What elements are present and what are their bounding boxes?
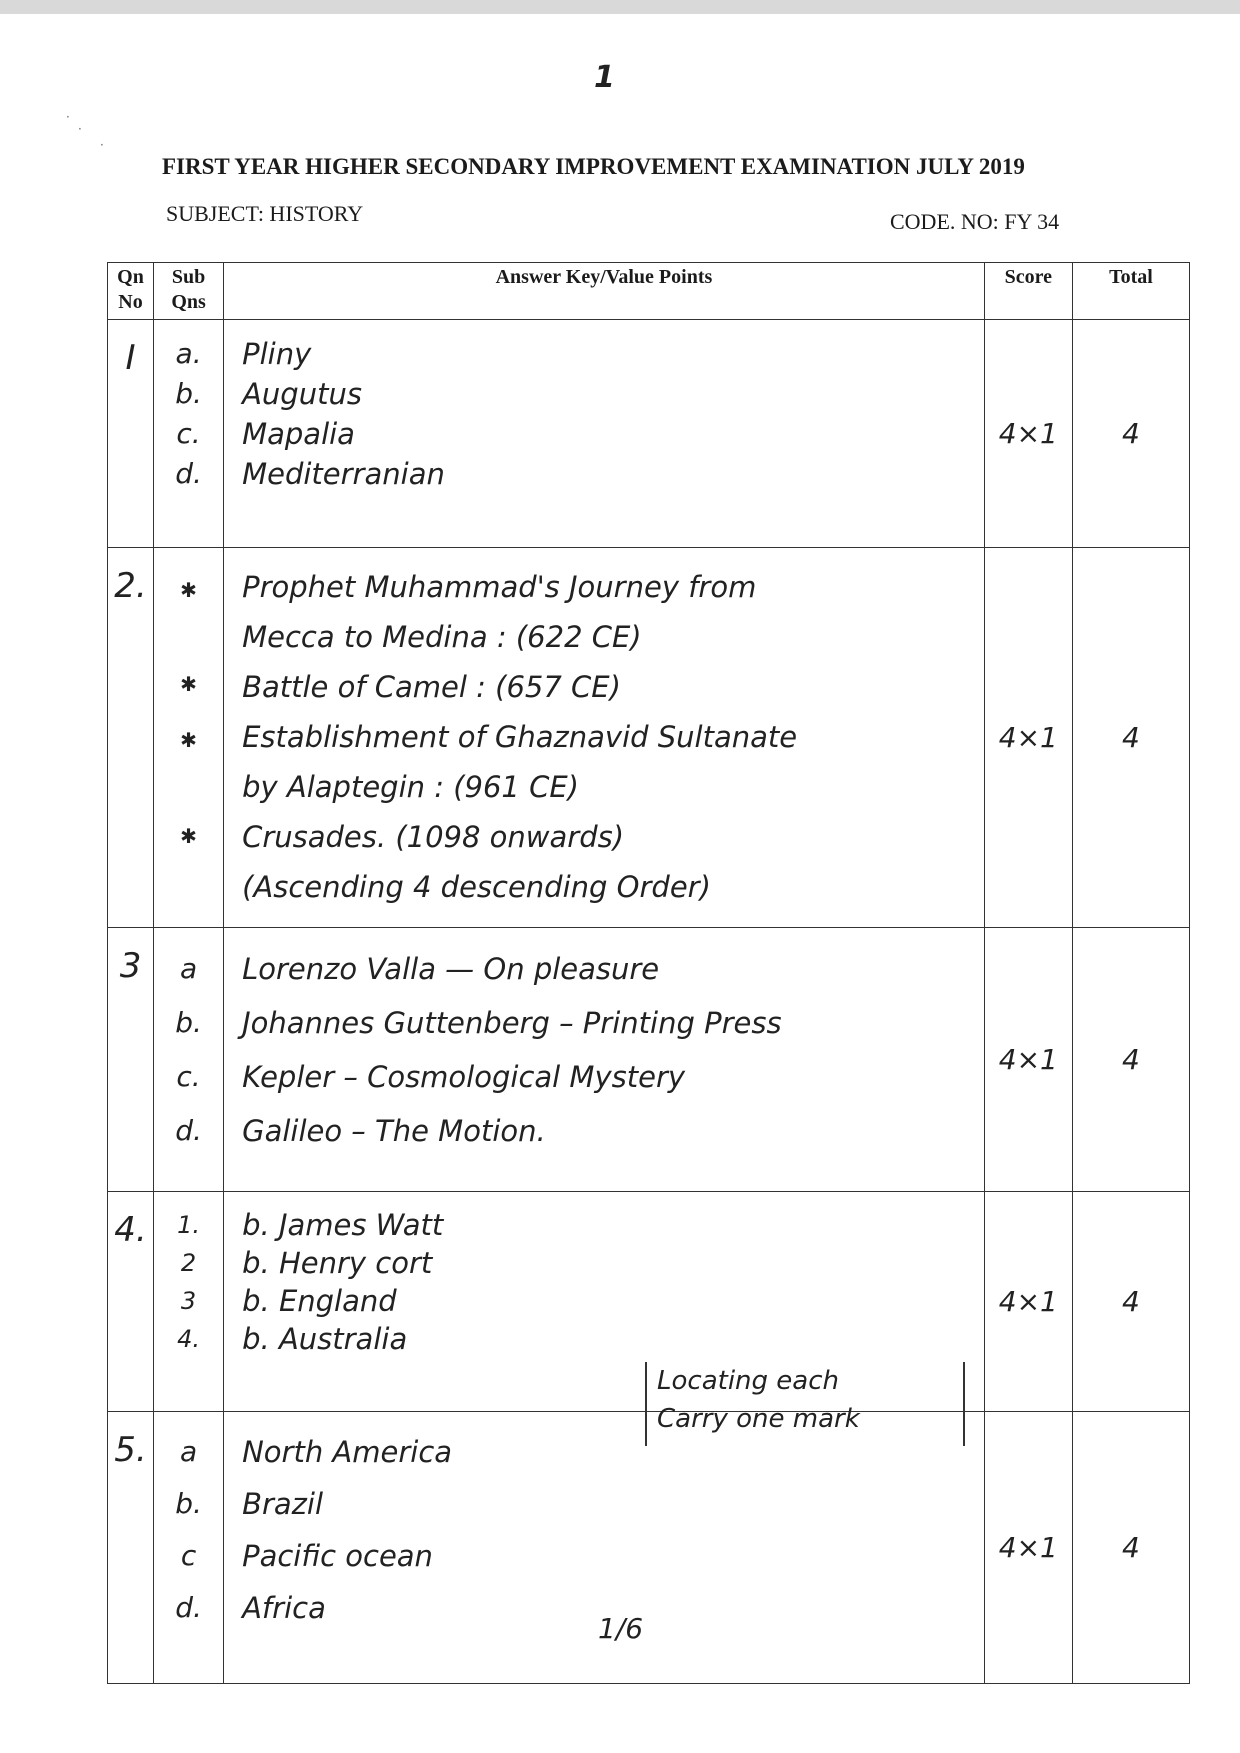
table-header-row (108, 263, 1190, 320)
total-cell: 4 (1072, 1412, 1189, 1684)
sub-questions (154, 1192, 224, 1412)
answer-cell (224, 320, 985, 548)
header-score: Score (984, 263, 1072, 320)
score-cell: 4×1 (984, 928, 1072, 1192)
sub-questions (154, 320, 224, 548)
note-line: Carry one mark (657, 1404, 860, 1434)
answer-line: Mecca to Medina : (622 CE) (242, 620, 642, 654)
answer-line: b. James Watt (242, 1208, 444, 1242)
page-number: 1/6 (598, 1612, 644, 1645)
answer-line: Mapalia (242, 417, 355, 451)
header-sub-qns: Sub Qns (154, 263, 224, 320)
sub-label: c (180, 1539, 197, 1572)
answer-cell (224, 548, 985, 928)
answer-line: Battle of Camel : (657 CE) (242, 670, 621, 704)
answer-key-table (107, 262, 1190, 1684)
sub-label: a (179, 1435, 198, 1468)
answer-line: Pliny (242, 337, 312, 371)
code-number: CODE. NO: FY 34 (890, 209, 1060, 234)
sub-questions (154, 928, 224, 1192)
answer-cell (224, 928, 985, 1192)
header-answer-key: Answer Key/Value Points (224, 263, 985, 320)
header-total: Total (1072, 263, 1189, 320)
question-number: 2. (108, 548, 154, 928)
table-row (108, 1412, 1190, 1684)
scan-speck: · (78, 122, 82, 136)
sub-label: c. (176, 1060, 201, 1093)
question-number: 4. (108, 1192, 154, 1412)
bullet-icon: ✱ (180, 578, 197, 602)
total-cell: 4 (1072, 548, 1189, 928)
score-cell: 4×1 (984, 320, 1072, 548)
marking-note (645, 1362, 965, 1446)
total-cell: 4 (1072, 320, 1189, 548)
sub-questions (154, 548, 224, 928)
answer-line: Galileo – The Motion. (242, 1114, 546, 1148)
score-cell: 4×1 (984, 1412, 1072, 1684)
sub-label: 1. (177, 1211, 201, 1239)
answer-line: Establishment of Ghaznavid Sultanate (242, 720, 798, 754)
question-number: 3 (108, 928, 154, 1192)
sub-label: d. (175, 1591, 202, 1624)
answer-line: Augutus (242, 377, 362, 411)
sub-questions (154, 1412, 224, 1684)
table-row (108, 928, 1190, 1192)
header-qn-no: Qn No (108, 263, 154, 320)
sub-label: 3 (180, 1287, 197, 1315)
table-row (108, 320, 1190, 548)
subject-label: SUBJECT: HISTORY (166, 201, 364, 226)
answer-line: b. Henry cort (242, 1246, 433, 1280)
sub-label: c. (176, 417, 201, 450)
bullet-icon: ✱ (180, 728, 197, 752)
sub-label: d. (175, 457, 202, 490)
answer-line: Brazil (242, 1487, 324, 1521)
answer-line: Crusades. (1098 onwards) (242, 820, 625, 854)
sub-label: d. (175, 1114, 202, 1147)
sub-label: 4. (177, 1325, 201, 1353)
question-number: 5. (108, 1412, 154, 1684)
total-cell: 4 (1072, 928, 1189, 1192)
sub-label: 2 (180, 1249, 197, 1277)
sub-label: b. (175, 1006, 202, 1039)
answer-line: Johannes Guttenberg – Printing Press (242, 1006, 782, 1040)
answer-line: Pacific ocean (242, 1539, 433, 1573)
scan-speck: · (66, 110, 70, 124)
scan-top-border (0, 0, 1240, 14)
sub-label: a (179, 952, 198, 985)
total-cell: 4 (1072, 1192, 1189, 1412)
note-line: Locating each (657, 1366, 839, 1396)
scan-speck: · (100, 138, 104, 152)
question-number: I (108, 320, 154, 548)
bullet-icon: ✱ (180, 672, 197, 696)
bullet-icon: ✱ (180, 824, 197, 848)
sub-label: b. (175, 377, 202, 410)
answer-line: (Ascending 4 descending Order) (242, 870, 711, 904)
page-mark: 1 (594, 60, 615, 95)
answer-line: Mediterranian (242, 457, 445, 491)
answer-line: b. Australia (242, 1322, 408, 1356)
answer-line: Lorenzo Valla — On pleasure (242, 952, 660, 986)
answer-line: by Alaptegin : (961 CE) (242, 770, 579, 804)
answer-line: Kepler – Cosmological Mystery (242, 1060, 686, 1094)
table-row (108, 548, 1190, 928)
sub-label: a. (175, 337, 202, 370)
sub-label: b. (175, 1487, 202, 1520)
score-cell: 4×1 (984, 1192, 1072, 1412)
exam-title: FIRST YEAR HIGHER SECONDARY IMPROVEMENT EXAMINATION JULY 2019 (162, 154, 1025, 179)
answer-line: b. England (242, 1284, 397, 1318)
score-cell: 4×1 (984, 548, 1072, 928)
answer-line: Prophet Muhammad's Journey from (242, 570, 757, 604)
answer-line: North America (242, 1435, 453, 1469)
answer-line: Africa (242, 1591, 326, 1625)
